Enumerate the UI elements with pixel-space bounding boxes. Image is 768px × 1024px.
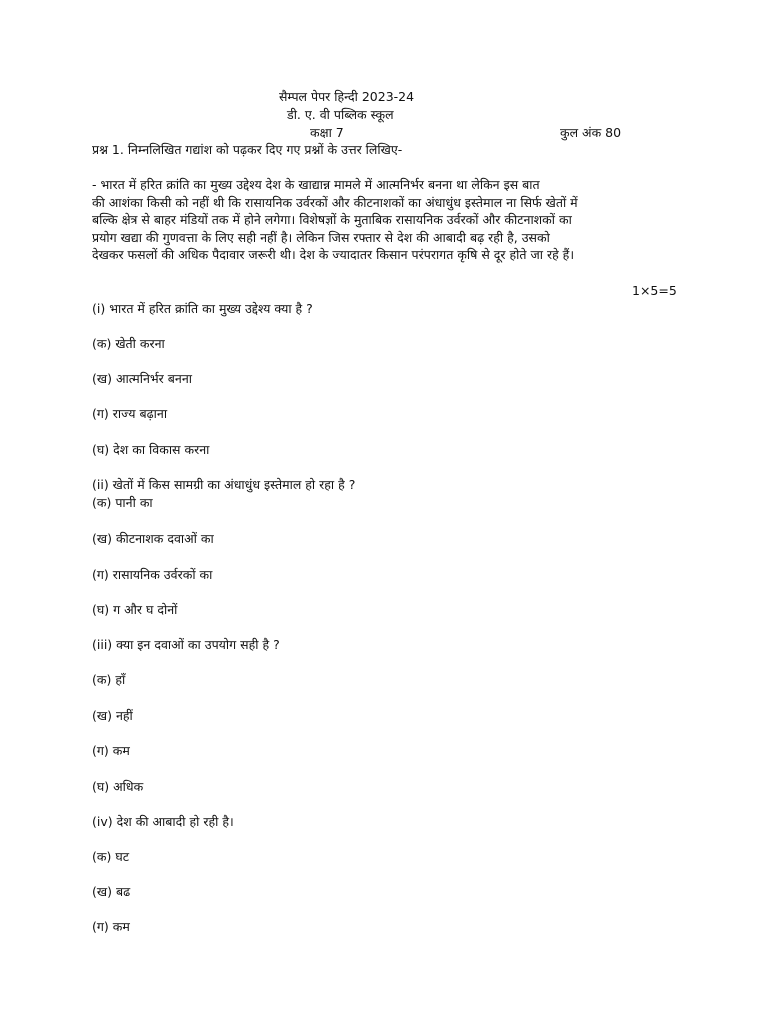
passage-line: देखकर फसलों की अधिक पैदावार जरूरी थी। देश के ज्यादातर किसान परंपरागत कृषि से दूर होते जा रहे हैं।	[92, 247, 575, 262]
subquestion: (iii) क्या इन दवाओं का उपयोग सही है ?	[92, 637, 280, 652]
option: (ख) कीटनाशक दवाओं का	[92, 531, 214, 546]
subquestion: (iv) देश की आबादी हो रही है।	[92, 814, 234, 829]
class-label: कक्षा 7	[310, 125, 344, 140]
option: (घ) ग और घ दोनों	[92, 602, 178, 617]
option: (ख) नहीं	[92, 708, 133, 723]
option: (क) घट	[92, 849, 130, 864]
option: (घ) देश का विकास करना	[92, 442, 210, 457]
option: (क) हाँ	[92, 672, 126, 687]
passage-line: की आशंका किसी को नहीं थी कि रासायनिक उर्वरकों और कीटनाशकों का अंधाधुंध इस्तेमाल ना सिर्फ खेतों में	[92, 194, 578, 210]
option: (ग) राज्य बढ़ाना	[92, 406, 168, 421]
passage-line: प्रयोग खद्या की गुणवत्ता के लिए सही नहीं है। लेकिन जिस रफ्तार से देश की आबादी बढ़ रही है, उसको	[92, 229, 550, 245]
option: (ख) आत्मनिर्भर बनना	[92, 371, 193, 386]
passage-line: - भारत में हरित क्रांति का मुख्य उद्देश्य देश के खाद्यान्न मामले में आत्मनिर्भर बनना था लेकिन इस बात	[92, 177, 540, 192]
option: (घ) अधिक	[92, 779, 144, 794]
option: (ख) बढ	[92, 884, 131, 899]
option: (क) पानी का	[92, 495, 153, 510]
question-instruction: प्रश्न 1. निम्नलिखित गद्यांश को पढ़कर दिए गए प्रश्नों के उत्तर लिखिए-	[92, 142, 403, 157]
marks-allocation: 1×5=5	[632, 283, 677, 298]
paper-title: सैम्पल पेपर हिन्दी 2023-24	[279, 89, 415, 104]
option: (क) खेती करना	[92, 336, 165, 351]
option: (ग) कम	[92, 919, 130, 934]
option: (ग) कम	[92, 743, 130, 758]
subquestion: (i) भारत में हरित क्रांति का मुख्य उद्देश्य क्या है ?	[92, 301, 313, 316]
subquestion: (ii) खेतों में किस सामग्री का अंधाधुंध इस्तेमाल हो रहा है ?	[92, 477, 356, 492]
total-marks: कुल अंक 80	[560, 125, 622, 140]
passage-line: बल्कि क्षेत्र से बाहर मंडियों तक में होने लगेगा। विशेषज्ञों के मुताबिक रासायनिक उर्वरकों और कीटनाशकों का	[92, 212, 572, 227]
option: (ग) रासायनिक उर्वरकों का	[92, 567, 213, 582]
school-name: डी. ए. वी पब्लिक स्कूल	[287, 107, 394, 122]
passage	[92, 176, 682, 264]
